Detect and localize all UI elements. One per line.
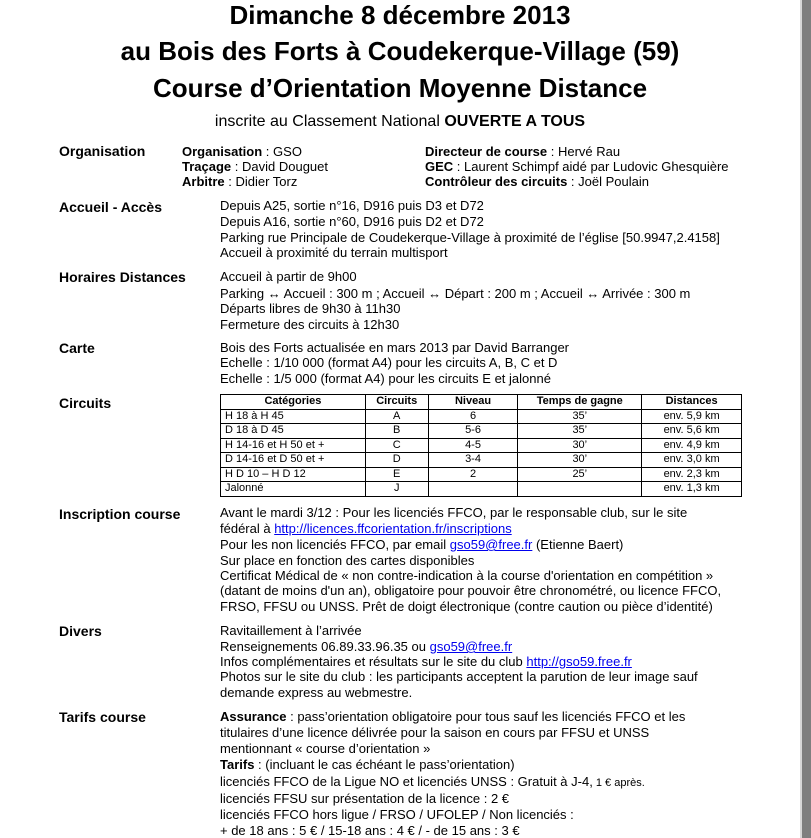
accueil-line: Depuis A16, sortie n°60, D916 puis D2 et D72: [220, 214, 484, 229]
section-accueil-heading: Accueil - Accès: [59, 199, 162, 215]
accueil-line: Depuis A25, sortie n°16, D916 puis D3 et D72: [220, 198, 484, 213]
email-link[interactable]: gso59@free.fr: [449, 537, 533, 552]
cell: 4-5: [428, 438, 518, 453]
cell: D 14-16 et D 50 et +: [221, 453, 366, 468]
table-row: [221, 467, 742, 482]
circuits-table: [220, 394, 742, 497]
carte-line: Echelle : 1/10 000 (format A4) pour les circuits A, B, C et D: [220, 355, 558, 370]
inscription-line: Avant le mardi 3/12 : Pour les licenciés FFCO, par le responsable club, sur le site: [220, 505, 688, 520]
cell: 25’: [518, 467, 642, 482]
cell: D: [365, 453, 428, 468]
cell: 2: [428, 467, 518, 482]
org-left-1: Traçage : David Douguet: [182, 159, 328, 174]
horaires-line: Accueil à partir de 9h00: [220, 269, 357, 284]
divers-line: Renseignements 06.89.33.96.35 ou gso59@free.fr: [220, 639, 513, 654]
divers-line: Ravitaillement à l’arrivée: [220, 623, 362, 638]
tarifs-line: mentionnant « course d’orientation »: [220, 741, 431, 756]
cell: H 18 à H 45: [221, 409, 366, 424]
org-right-2: Contrôleur des circuits : Joël Poulain: [425, 174, 649, 189]
title-date: Dimanche 8 décembre 2013: [229, 0, 571, 30]
cell: env. 3,0 km: [642, 453, 742, 468]
horaires-line: Fermeture des circuits à 12h30: [220, 317, 400, 332]
title-location: au Bois des Forts à Coudekerque-Village (59): [120, 36, 680, 66]
ffco-inscriptions-link[interactable]: http://licences.ffcorientation.fr/inscriptions: [274, 521, 512, 536]
section-organisation-heading: Organisation: [59, 143, 146, 159]
cell: J: [365, 482, 428, 497]
carte-line: Bois des Forts actualisée en mars 2013 par David Barranger: [220, 340, 570, 355]
cell: E: [365, 467, 428, 482]
inscription-line: (datant de moins d'un an), obligatoire pour pouvoir être chronométré, ou licence FFCO,: [220, 583, 722, 598]
tarifs-line: + de 18 ans : 5 € / 15-18 ans : 4 € / - de 15 ans : 3 €: [220, 823, 520, 838]
section-carte-heading: Carte: [59, 340, 95, 356]
cell: A: [365, 409, 428, 424]
org-right-0: Directeur de course : Hervé Rau: [425, 144, 621, 159]
cell: env. 4,9 km: [642, 438, 742, 453]
accueil-line: Accueil à proximité du terrain multisport: [220, 245, 448, 260]
cell: D 18 à D 45: [221, 424, 366, 439]
section-divers-heading: Divers: [59, 623, 102, 639]
title-event: Course d’Orientation Moyenne Distance: [152, 73, 648, 103]
cell: 6: [428, 409, 518, 424]
section-horaires-heading: Horaires Distances: [59, 269, 186, 285]
column-header: Catégories: [221, 395, 366, 410]
inscription-line: fédéral à http://licences.ffcorientation.fr/inscriptions: [220, 521, 512, 536]
cell: Jalonné: [221, 482, 366, 497]
table-header-row: [221, 395, 742, 410]
tarifs-line: licenciés FFSU sur présentation de la licence : 2 €: [220, 791, 510, 806]
tarifs-line: licenciés FFCO de la Ligue NO et licenciés UNSS : Gratuit à J-4, 1 € après.: [220, 774, 645, 789]
cell: env. 5,9 km: [642, 409, 742, 424]
table-row: [221, 482, 742, 497]
accueil-line: Parking rue Principale de Coudekerque-Village à proximité de l’église [50.9947,2.4158]: [220, 230, 720, 245]
cell: 30’: [518, 453, 642, 468]
cell: env. 1,3 km: [642, 482, 742, 497]
section-inscription-heading: Inscription course: [59, 506, 181, 522]
carte-line: Echelle : 1/5 000 (format A4) pour les circuits E et jalonné: [220, 371, 551, 386]
subtitle-emphasis: OUVERTE A TOUS: [444, 113, 586, 130]
divers-line: Infos complémentaires et résultats sur le site du club http://gso59.free.fr: [220, 654, 632, 669]
table-row: [221, 453, 742, 468]
column-header: Temps de gagne: [518, 395, 642, 410]
cell: 35’: [518, 409, 642, 424]
subtitle-prefix: inscrite au Classement National: [214, 113, 440, 130]
table-row: [221, 438, 742, 453]
club-site-link[interactable]: http://gso59.free.fr: [526, 654, 632, 669]
cell: env. 5,6 km: [642, 424, 742, 439]
cell: 5-6: [428, 424, 518, 439]
tarifs-line: titulaires d’une licence délivrée pour la saison en cours par FFSU et UNSS: [220, 725, 650, 740]
inscription-line: Sur place en fonction des cartes disponibles: [220, 553, 475, 568]
divers-line: demande express au webmestre.: [220, 685, 413, 700]
cell: [428, 482, 518, 497]
org-left-0: Organisation : GSO: [182, 144, 302, 159]
cell: [518, 482, 642, 497]
tarifs-line: licenciés FFCO hors ligue / FRSO / UFOLEP / Non licenciés :: [220, 807, 574, 822]
inscription-line: Pour les non licenciés FFCO, par email gso59@free.fr (Etienne Baert): [220, 537, 624, 552]
tarifs-line: Assurance : pass’orientation obligatoire pour tous sauf les licenciés FFCO et les: [220, 709, 686, 724]
inscription-line: Certificat Médical de « non contre-indication à la course d'orientation en compétition »: [220, 568, 714, 583]
subtitle: [0, 113, 800, 131]
horaires-line: Parking ↔ Accueil : 300 m ; Accueil ↔ Départ : 200 m ; Accueil ↔ Arrivée : 300 m: [220, 286, 691, 301]
cell: 3-4: [428, 453, 518, 468]
page-edge-divider: [800, 0, 802, 838]
horaires-line: Départs libres de 9h30 à 11h30: [220, 301, 401, 316]
org-right-1: GEC : Laurent Schimpf aidé par Ludovic Ghesquière: [425, 159, 729, 174]
cell: 35’: [518, 424, 642, 439]
section-circuits-heading: Circuits: [59, 395, 112, 411]
table-row: [221, 424, 742, 439]
cell: env. 2,3 km: [642, 467, 742, 482]
column-header: Niveau: [428, 395, 518, 410]
table-row: [221, 409, 742, 424]
divers-line: Photos sur le site du club : les participants acceptent la parution de leur image sauf: [220, 669, 698, 684]
cell: C: [365, 438, 428, 453]
column-header: Circuits: [365, 395, 428, 410]
org-left-2: Arbitre : Didier Torz: [182, 174, 298, 189]
cell: B: [365, 424, 428, 439]
inscription-line: FRSO, FFSU ou UNSS. Prêt de doigt électronique (contre caution ou pièce d’identité): [220, 599, 713, 614]
cell: H 14-16 et H 50 et +: [221, 438, 366, 453]
cell: H D 10 – H D 12: [221, 467, 366, 482]
column-header: Distances: [642, 395, 742, 410]
email-link[interactable]: gso59@free.fr: [429, 639, 513, 654]
section-tarifs-heading: Tarifs course: [59, 709, 146, 725]
tarifs-line: Tarifs : (incluant le cas échéant le pass’orientation): [220, 757, 515, 772]
cell: 30’: [518, 438, 642, 453]
